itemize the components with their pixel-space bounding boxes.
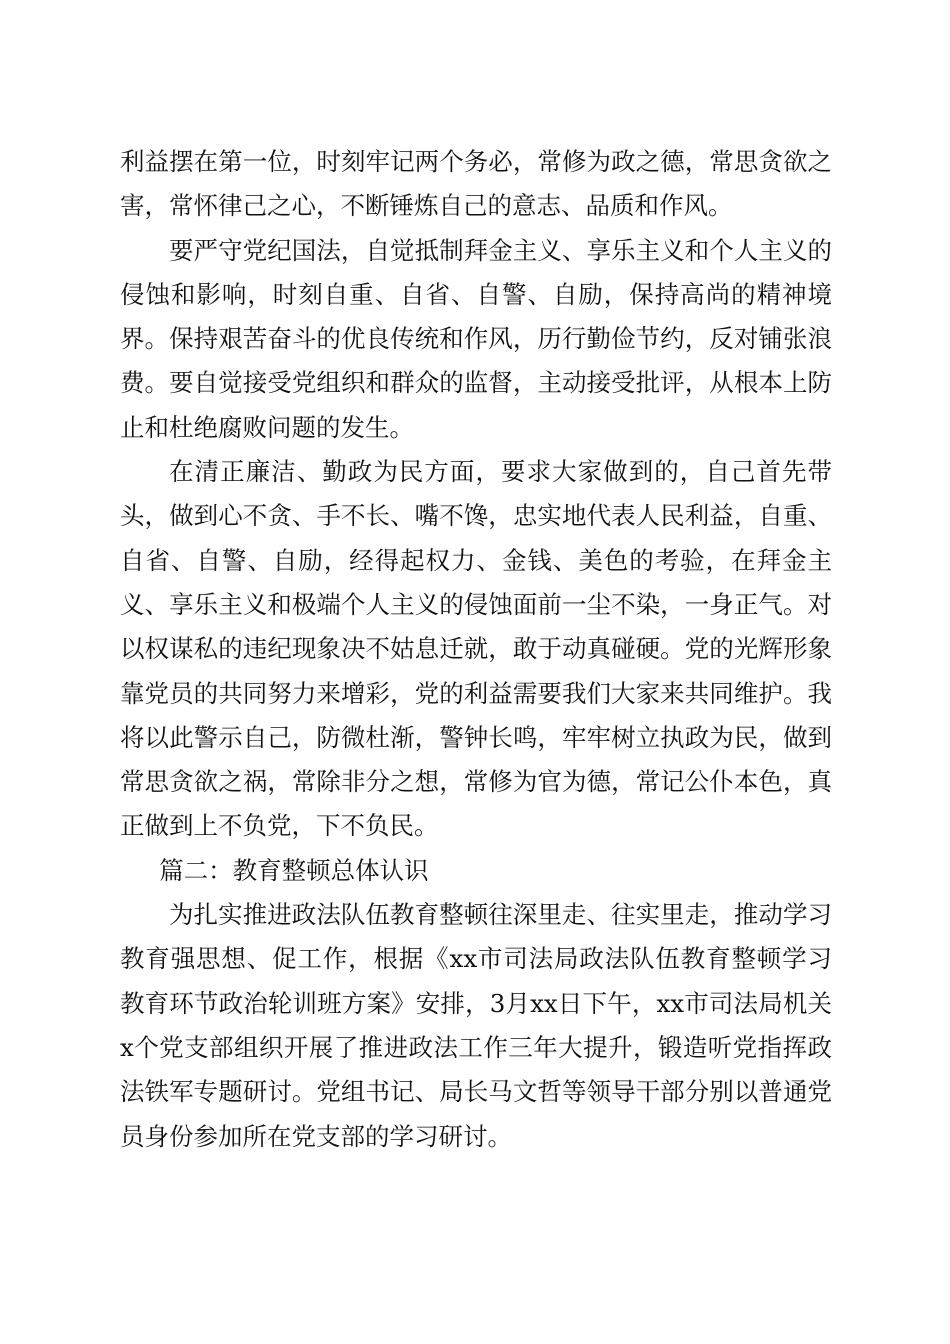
paragraph-education-rectification: 为扎实推进政法队伍教育整顿往深里走、往实里走，推动学习教育强思想、促工作，根据《xx市司法局政法队伍教育整顿学习教育环节政治轮训班方案》安排，3月xx日下午，xx市司法局机关x个党支部组织开展了推进政法工作三年大提升，锻造听党指挥政法铁军专题研讨。党组书记、局长马文哲等领导干部分别以普通党员身份参加所在党支部的学习研讨。 (120, 900, 832, 1151)
section-heading: 篇二：教育整顿总体认识 (159, 855, 429, 885)
document-body (120, 140, 832, 1159)
paragraph-party-discipline: 要严守党纪国法，自觉抵制拜金主义、享乐主义和个人主义的侵蚀和影响，时刻自重、自省、自警、自励，保持高尚的精神境界。保持艰苦奋斗的优良传统和作风，历行勤俭节约，反对铺张浪费。要自觉接受党组织和群众的监督，主动接受批评，从根本上防止和杜绝腐败问题的发生。 (120, 235, 832, 442)
paragraph-continued: 利益摆在第一位，时刻牢记两个务必，常修为政之德，常思贪欲之害，常怀律己之心，不断锤炼自己的意志、品质和作风。 (120, 147, 832, 221)
paragraph-integrity: 在清正廉洁、勤政为民方面，要求大家做到的，自己首先带头，做到心不贪、手不长、嘴不馋，忠实地代表人民利益，自重、自省、自警、自励，经得起权力、金钱、美色的考验，在拜金主义、享乐主义和极端个人主义的侵蚀面前一尘不染，一身正气。对以权谋私的违纪现象决不姑息迁就，敢于动真碰硬。党的光辉形象靠党员的共同努力来增彩，党的利益需要我们大家来共同维护。我将以此警示自己，防微杜渐，警钟长鸣，牢牢树立执政为民，做到常思贪欲之祸，常除非分之想，常修为官为德，常记公仆本色，真正做到上不负党，下不负民。 (120, 457, 832, 841)
